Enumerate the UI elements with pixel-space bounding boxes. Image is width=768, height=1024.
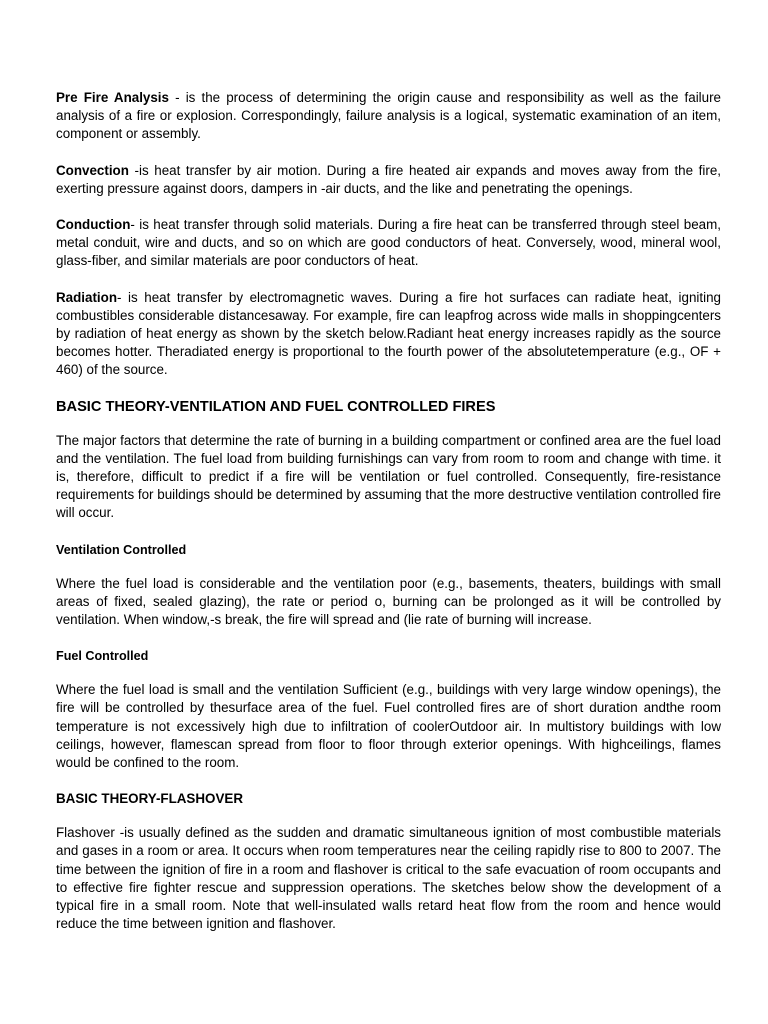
flashover-paragraph: Flashover -is usually defined as the sudden and dramatic simultaneous ignition of most combustible materials and gases in a room or area. It occurs when room temperatures near the ceiling rapidly rise to 800 to 2007. The time between the ignition of fire in a room and flashover is critical to the safe evacuation of room occupants and to effective fire fighter rescue and suppression operations. The sketches below show the development of a typical fire in a small room. Note that well-insulated walls retard heat flow from the room and hence would reduce the time between ignition and flashover.	[56, 825, 721, 932]
term-conduction: Conduction	[56, 217, 131, 233]
definition-text: - is the process of determining the origin cause and responsibility as well as the failure analysis of a fire or explosion. Correspondingly, failure analysis is a logical, systematic examination of an item, component or assembly.	[56, 90, 722, 142]
document-page	[56, 89, 721, 952]
term-convection: Convection	[56, 162, 129, 178]
definition-text: - is heat transfer by electromagnetic waves. During a fire hot surfaces can radiate heat, igniting combustibles considerable distancesaway. For example, fire can leapfrog across wide malls in shoppingcenters by radiation of heat energy as shown by the sketch below.Radiant heat energy increases rapidly as the source becomes hotter. Theradiated energy is proportional to the fourth power of the absolutetemperature (e.g., OF + 460) of the source.	[56, 289, 721, 378]
section-heading-flashover: BASIC THEORY-FLASHOVER	[56, 791, 243, 807]
subheading-fuel-controlled: Fuel Controlled	[56, 649, 149, 664]
ventilation-controlled-paragraph: Where the fuel load is considerable and the ventilation poor (e.g., basements, theaters, buildings with small areas of fixed, sealed glazing), the rate or period o, burning can be prolonged as it will be controlled by ventilation. When window,-s break, the fire will spread and (lie rate of burning will increase.	[56, 575, 721, 628]
definition-convection	[56, 162, 721, 198]
definition-text: - is heat transfer through solid materials. During a fire heat can be transferred through steel beam, metal conduit, wire and ducts, and so on which are good conductors of heat. Conversely, wood, mineral wool, glass-fiber, and similar materials are poor conductors of heat.	[56, 217, 721, 269]
definition-radiation	[56, 289, 721, 380]
definition-pre-fire-analysis	[56, 89, 721, 144]
subheading-ventilation-controlled: Ventilation Controlled	[56, 542, 187, 557]
definition-conduction	[56, 216, 721, 271]
section-intro-paragraph: The major factors that determine the rate of burning in a building compartment or confined area are the fuel load and the ventilation. The fuel load from building furnishings can vary from room to room and change with time. it is, therefore, difficult to predict if a fire will be ventilation or fuel controlled. Consequently, fire-resistance requirements for buildings should be determined by assuming that the more destructive ventilation controlled fire will occur.	[56, 432, 721, 521]
fuel-controlled-paragraph: Where the fuel load is small and the ventilation Sufficient (e.g., buildings with very large window openings), the fire will be controlled by thesurface area of the fuel. Fuel controlled fires are of short duration andthe room temperature is not excessively high due to infiltration of coolerOutdoor air. In multistory buildings with low ceilings, however, flamescan spread from floor to floor through exterior openings. With highceilings, flames would be confined to the room.	[56, 682, 721, 771]
section-heading-ventilation-fuel: BASIC THEORY-VENTILATION AND FUEL CONTROLLED FIRES	[56, 398, 496, 415]
definition-text: -is heat transfer by air motion. During a fire heated air expands and moves away from the fire, exerting pressure against doors, dampers in -air ducts, and the like and penetrating the openings.	[56, 162, 721, 196]
term-radiation: Radiation	[56, 289, 118, 305]
term-pre-fire-analysis: Pre Fire Analysis	[56, 90, 169, 105]
